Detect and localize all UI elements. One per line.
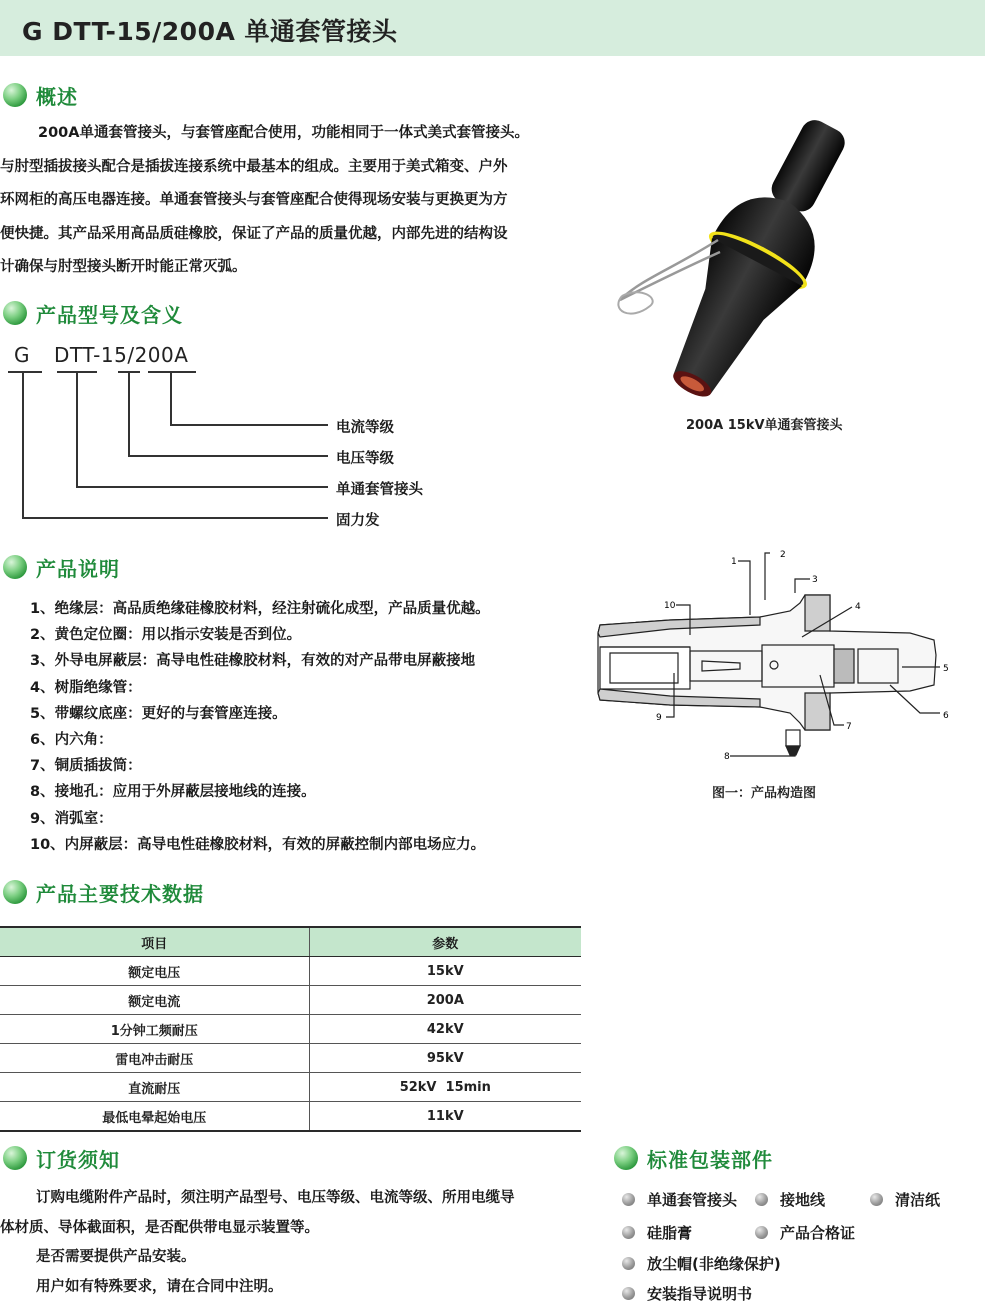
package-item: 硅脂膏	[622, 1222, 692, 1243]
bullet-icon	[622, 1193, 635, 1206]
table-row: 额定电压 15kV	[0, 957, 581, 986]
order-line: 订购电缆附件产品时，须注明产品型号、电压等级、电流等级、所用电缆导	[36, 1190, 515, 1206]
diagram-label-10: 10	[664, 601, 676, 611]
structure-diagram	[590, 545, 960, 770]
table-row: 最低电晕起始电压 11kV	[0, 1102, 581, 1132]
diagram-label-4: 4	[855, 602, 861, 612]
diagram-label-9: 9	[656, 713, 662, 723]
model-part-g: G	[14, 343, 30, 367]
package-item: 单通套管接头	[622, 1189, 737, 1210]
description-list	[30, 596, 490, 858]
package-item: 产品合格证	[755, 1222, 855, 1243]
list-item: 2、黄色定位圈：用以指示安装是否到位。	[30, 627, 302, 644]
list-item: 8、接地孔：应用于外屏蔽层接地线的连接。	[30, 784, 316, 801]
model-part-voltage: 15	[100, 343, 128, 367]
model-label-current: 电流等级	[336, 420, 394, 436]
table-header: 参数	[309, 927, 581, 957]
table-header: 项目	[0, 927, 309, 957]
bullet-icon	[622, 1287, 635, 1300]
bullet-icon	[622, 1226, 635, 1239]
page-title: G DTT-15/200A 单通套管接头	[22, 17, 398, 46]
overview-line: 200A单通套管接头，与套管座配合使用，功能相同于一体式美式套管接头。	[38, 125, 529, 141]
package-item: 接地线	[755, 1189, 825, 1210]
photo-caption: 200A 15kV单通套管接头	[686, 418, 843, 433]
bullet-icon	[3, 83, 27, 107]
model-label-product: 单通套管接头	[336, 482, 423, 498]
section-label: 产品主要技术数据	[36, 881, 204, 906]
overview-line: 与肘型插拔接头配合是插拔连接系统中最基本的组成。主要用于美式箱变、户外	[0, 158, 508, 175]
package-item: 放尘帽(非绝缘保护)	[622, 1253, 781, 1274]
bullet-icon	[870, 1193, 883, 1206]
bullet-icon	[622, 1257, 635, 1270]
package-item: 安装指导说明书	[622, 1283, 752, 1304]
section-label: 产品说明	[36, 556, 120, 581]
bullet-icon	[755, 1226, 768, 1239]
model-part-dtt: DTT	[54, 343, 94, 367]
diagram-label-6: 6	[943, 711, 949, 721]
table-row: 1分钟工频耐压 42kV	[0, 1015, 581, 1044]
diagram-label-3: 3	[812, 575, 818, 585]
order-line: 用户如有特殊要求，请在合同中注明。	[36, 1278, 283, 1295]
overview-line: 便快捷。其产品采用高品质硅橡胶，保证了产品的质量优越，内部先进的结构设	[0, 225, 508, 242]
diagram-label-1: 1	[731, 557, 737, 567]
list-item: 1、绝缘层：高品质绝缘硅橡胶材料，经注射硫化成型，产品质量优越。	[30, 601, 490, 617]
diagram-label-8: 8	[724, 752, 730, 762]
bullet-icon	[3, 880, 27, 904]
model-label-voltage: 电压等级	[336, 451, 394, 467]
bullet-icon	[3, 1146, 27, 1170]
overview-line: 环网柜的高压电器连接。单通套管接头与套管座配合使得现场安装与更换更为方	[0, 192, 508, 208]
bullet-icon	[3, 555, 27, 579]
list-item: 10、内屏蔽层：高导电性硅橡胶材料，有效的屏蔽控制内部电场应力。	[30, 836, 486, 853]
section-overview-heading	[3, 80, 78, 110]
list-item: 5、带螺纹底座：更好的与套管座连接。	[30, 705, 287, 722]
order-paragraph	[0, 1184, 600, 1302]
section-label: 标准包装部件	[647, 1147, 773, 1172]
overview-line: 计确保与肘型接头断开时能正常灭弧。	[0, 259, 247, 275]
table-row: 额定电流 200A	[0, 986, 581, 1015]
section-specs-heading	[3, 877, 204, 907]
diagram-label-5: 5	[943, 664, 949, 674]
section-label: 产品型号及含义	[36, 302, 183, 327]
section-description-heading	[3, 552, 120, 582]
list-item: 6、内六角：	[30, 732, 113, 749]
bullet-icon	[3, 301, 27, 325]
table-row: 雷电冲击耐压 95kV	[0, 1044, 581, 1073]
section-model-heading	[3, 298, 183, 328]
bullet-icon	[755, 1193, 768, 1206]
list-item: 7、铜质插拔筒：	[30, 758, 142, 775]
list-item: 4、树脂绝缘管：	[30, 679, 142, 696]
section-label: 概述	[36, 84, 78, 109]
title-bar	[0, 0, 985, 56]
list-item: 9、消弧室：	[30, 810, 113, 827]
diagram-label-2: 2	[780, 550, 786, 560]
package-item: 清洁纸	[870, 1189, 940, 1210]
model-code: G DTT-15/200A	[14, 343, 189, 367]
spec-table	[0, 926, 581, 1132]
model-part-current: 200A	[134, 343, 189, 367]
diagram-label-7: 7	[846, 722, 852, 732]
order-line: 体材质、导体截面积，是否配供带电显示装置等。	[0, 1219, 319, 1236]
table-row: 直流耐压 52kV 15min	[0, 1073, 581, 1102]
section-order-heading	[3, 1143, 120, 1173]
diagram-caption: 图一：产品构造图	[712, 786, 817, 801]
section-package-heading	[614, 1143, 773, 1173]
overview-paragraph	[0, 117, 600, 285]
list-item: 3、外导电屏蔽层：高导电性硅橡胶材料，有效的对产品带电屏蔽接地	[30, 653, 476, 670]
order-line: 是否需要提供产品安装。	[36, 1249, 196, 1265]
product-photo	[600, 110, 900, 400]
bullet-icon	[614, 1146, 638, 1170]
section-label: 订货须知	[36, 1147, 120, 1172]
model-label-brand: 固力发	[336, 513, 380, 529]
